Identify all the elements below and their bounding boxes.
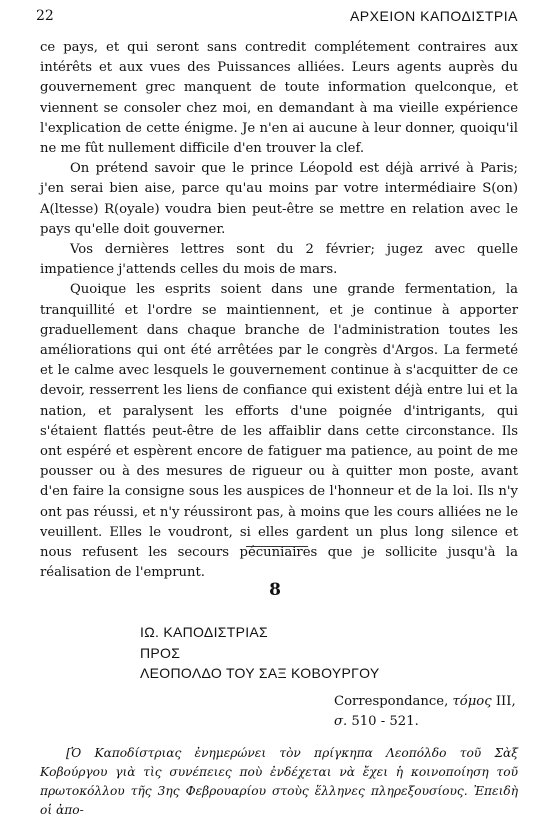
- heading-sender: ΙΩ. ΚΑΠΟΔΙΣΤΡΙΑΣ: [140, 624, 268, 640]
- running-title: ΑΡΧΕΙΟΝ ΚΑΠΟΔΙΣΤΡΙΑ: [349, 8, 518, 24]
- source-pages-range: 510 - 521.: [351, 714, 419, 729]
- source-line-volume: [334, 692, 516, 712]
- editor-summary-note: [Ὁ Καποδίστριας ἐνημερώνει τὸν πρίγκηπα Λεοπόλδο τοῦ Σὰξ Κοβούργου γιὰ τὶς συνέπειες ποὺ ἐνδέχεται νὰ ἔχει ἡ κοινοποίηση τοῦ πρωτοκόλλου τῆς 3ης Φεβρουαρίου στοὺς ἕλληνες πληρεξουσίους. Ἐπειδὴ οἱ ἀπο-: [40, 746, 518, 817]
- source-volume-word: τόμος: [452, 694, 492, 709]
- page-header: [36, 8, 518, 28]
- page-number: 22: [36, 8, 54, 24]
- source-pages-abbrev: σ.: [334, 714, 348, 729]
- body-paragraph: Quoique les esprits soient dans une grande fermentation, la tranquillité et l'ordre se maintiennent, et je continue à apporter graduellement dans chaque branche de l'administration toutes les améliorations qui ont été arrêtées par le congrès d'Argos. La fermeté et le calme avec lesquels le gouvernement continue à s'acquitter de ce devoir, resserrent les liens de confiance qui existent déjà entre lui et la nation, et paralysent les efforts d'une poignée d'intrigants, qui s'étaient flattés peut-être de les affaiblir dans cette circonstance. Ils ont espéré et espèrent encore de fatiguer ma patience, au point de me pousser ou à des mesures de rigueur ou à quitter mon poste, avant d'en faire la consigne sous les auspices de l'honneur et de la loi. Ils n'y ont pas réussi, et n'y réussiront pas, à moins que les cours alliées ne le veuillent. Elles le voudront, si elles gardent un plus long silence et nous refusent les secours pécuniaires que je sollicite jusqu'à la réalisation de l'emprunt.: [40, 282, 518, 581]
- source-line-pages: [334, 712, 516, 732]
- body-paragraph: ce pays, et qui seront sans contredit complétement contraires aux intérêts et aux vues des Puissances alliées. Leurs agents auprès du gouvernement grec manquent de toute information quelconque, et viennent se consoler chez moi, en demandant à ma vieille expérience l'explication de cette énigme. Je n'en ai aucune à leur donner, quoiqu'il ne me fût nullement difficile d'en trouver la clef.: [40, 40, 518, 157]
- body-paragraph: On prétend savoir que le prince Léopold est déjà arrivé à Paris; j'en serai bien aise, parce qu'au moins par votre intermédiaire S(on) A(ltesse) R(oyale) voudra bien peut-être se mettre en relation avec le pays qu'elle doit gouverner.: [40, 161, 518, 237]
- source-citation: [334, 692, 516, 732]
- document-heading: [140, 622, 380, 684]
- source-volume-number: III,: [495, 694, 516, 709]
- heading-preposition: ΠΡΟΣ: [140, 644, 181, 661]
- section-divider: [246, 546, 308, 547]
- body-paragraph: Vos dernières lettres sont du 2 février; jugez avec quelle impatience j'attends celles du mois de mars.: [40, 242, 518, 278]
- document-number: 8: [269, 580, 281, 600]
- letter-body: [40, 38, 518, 583]
- heading-recipient: ΛΕΟΠΟΛΔΟ ΤΟΥ ΣΑΞ ΚΟΒΟΥΡΓΟΥ: [140, 665, 380, 681]
- source-title: Correspondance,: [334, 694, 449, 709]
